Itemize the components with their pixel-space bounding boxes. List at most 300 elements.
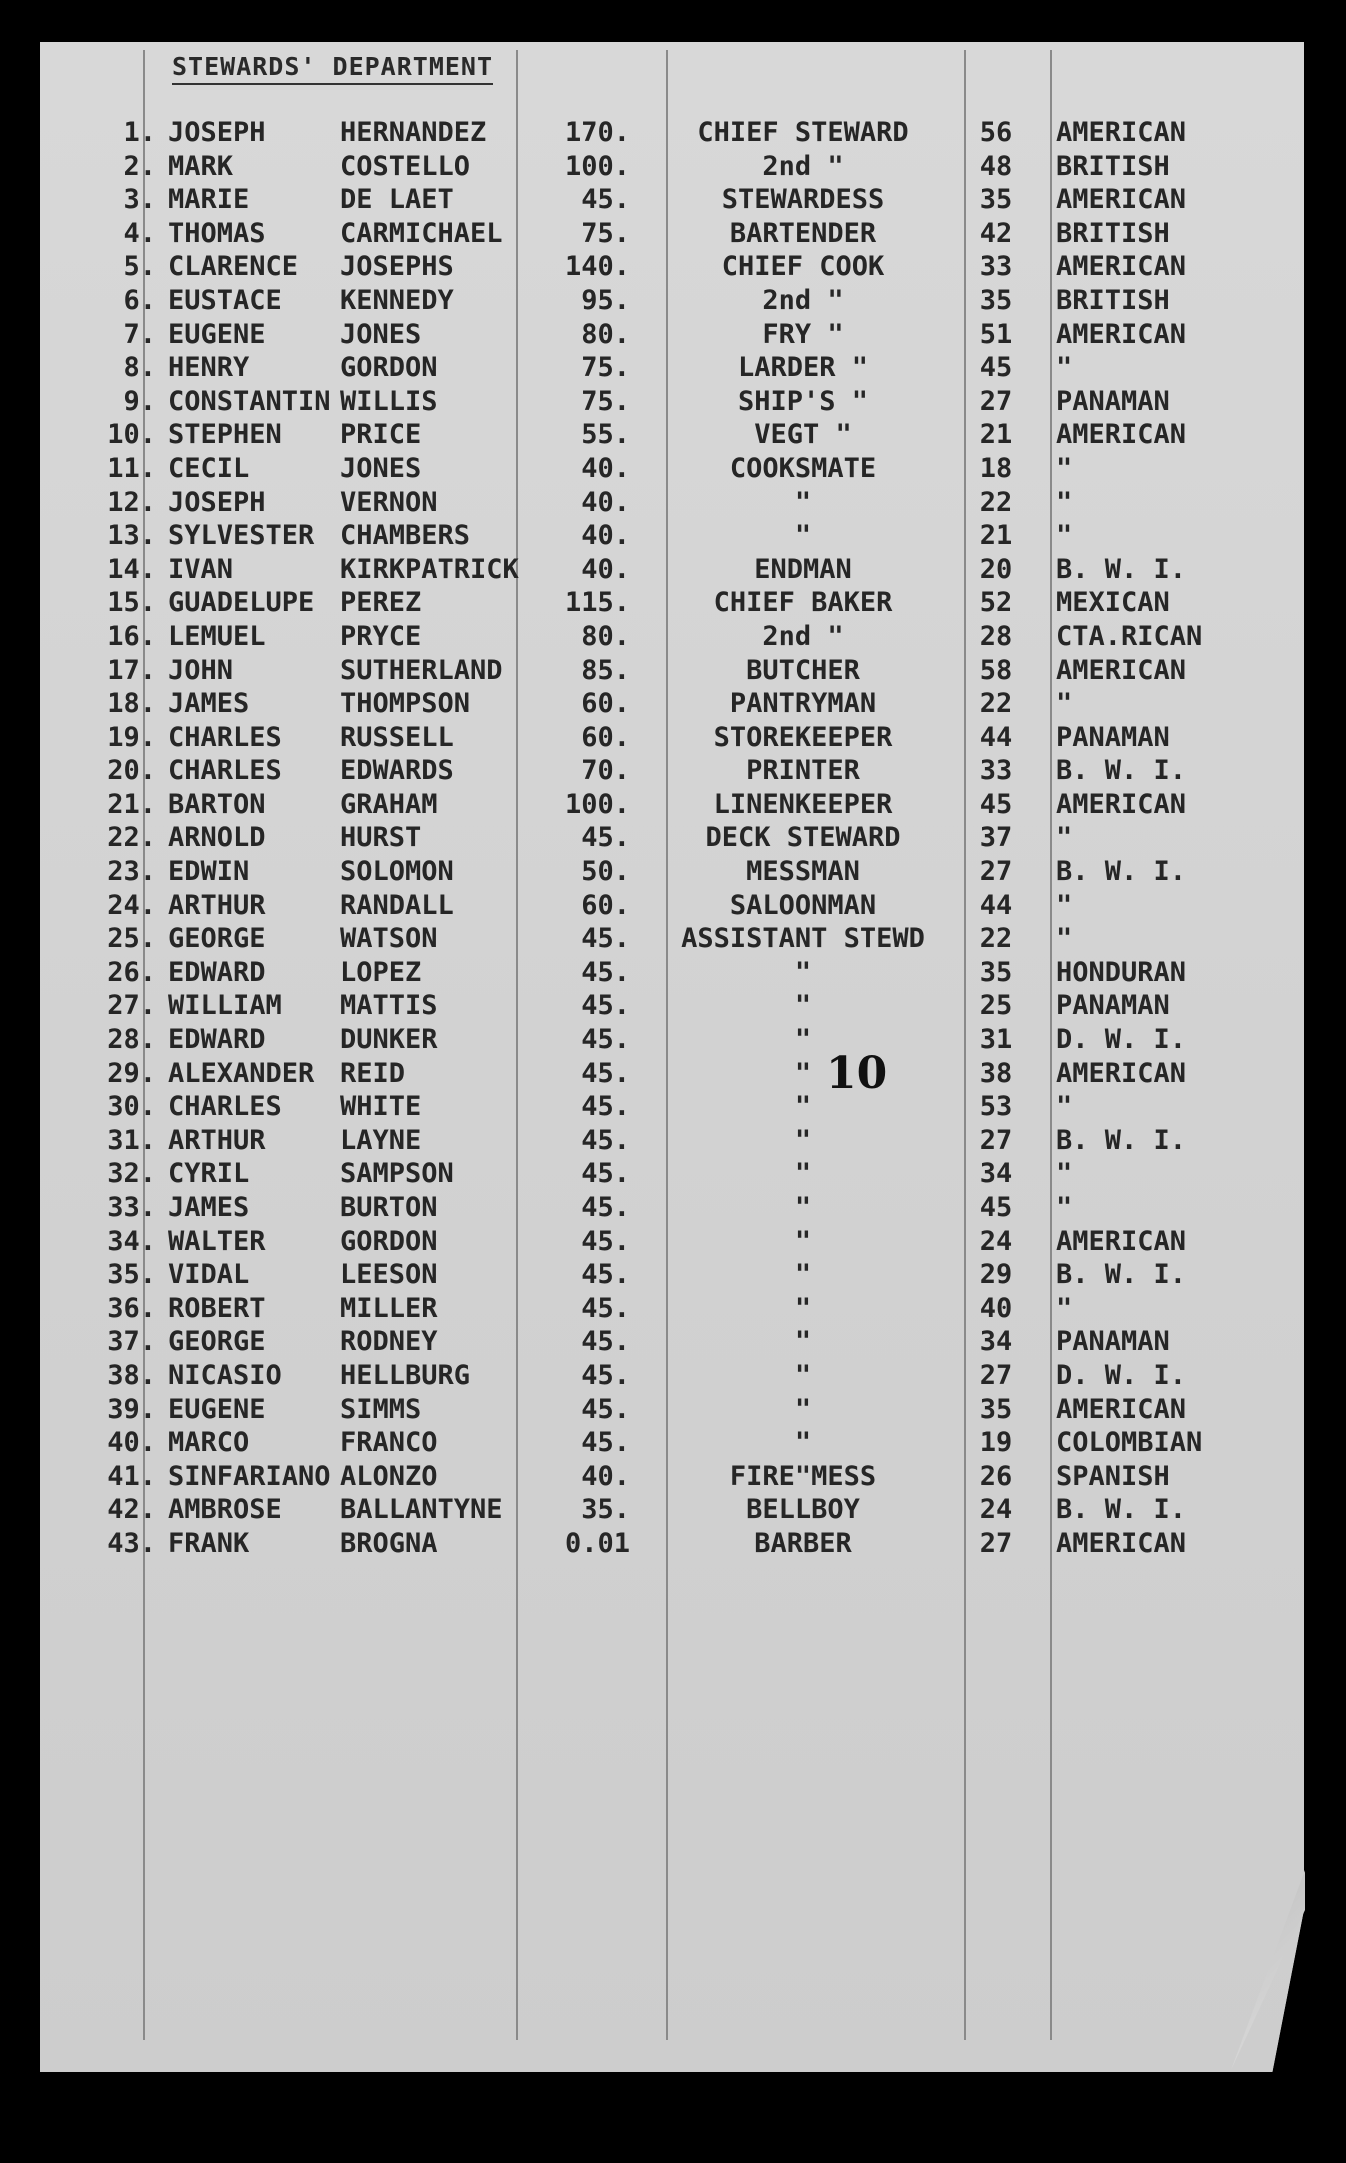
row-number: 42.: [107, 1494, 156, 1526]
first-name: SYLVESTER: [168, 520, 315, 552]
position: ENDMAN: [754, 553, 852, 585]
age: 29: [979, 1259, 1013, 1291]
first-name: ROBERT: [168, 1292, 266, 1324]
table-row: [0, 989, 1346, 1023]
age: 53: [979, 1091, 1013, 1123]
last-name: KENNEDY: [340, 284, 454, 316]
first-name: STEPHEN: [168, 419, 282, 451]
wage: 45.: [581, 1393, 630, 1425]
last-name: JONES: [340, 452, 422, 484]
wage: 80.: [581, 318, 630, 350]
first-name: MARK: [168, 150, 234, 182]
first-name: NICASIO: [168, 1359, 282, 1391]
first-name: JAMES: [168, 688, 250, 720]
position: ": [794, 1124, 812, 1156]
wage: 45.: [581, 1326, 630, 1358]
row-number: 41.: [107, 1460, 156, 1492]
first-name: CECIL: [168, 452, 250, 484]
row-number: 43.: [107, 1527, 156, 1559]
nationality: BRITISH: [1056, 284, 1170, 316]
table-row: [0, 1426, 1346, 1460]
last-name: BALLANTYNE: [340, 1494, 503, 1526]
table-row: [0, 821, 1346, 855]
age: 19: [979, 1427, 1013, 1459]
row-number: 33.: [107, 1192, 156, 1223]
age: 45: [979, 1192, 1013, 1223]
last-name: WATSON: [340, 923, 438, 955]
first-name: WALTER: [168, 1225, 266, 1257]
age: 33: [979, 755, 1013, 787]
position: STEWARDESS: [721, 184, 885, 216]
table-row: [0, 1225, 1346, 1259]
row-number: 7.: [123, 318, 156, 350]
row-number: 28.: [107, 1024, 156, 1056]
position: ": [794, 1158, 812, 1190]
position: VEGT ": [754, 419, 852, 451]
row-number: 5.: [123, 251, 156, 283]
last-name: VERNON: [340, 486, 438, 518]
nationality: AMERICAN: [1056, 251, 1187, 283]
table-row: [0, 586, 1346, 620]
position: ": [794, 1057, 812, 1089]
first-name: JOHN: [168, 654, 234, 686]
wage: 60.: [581, 688, 630, 720]
table-row: [0, 1090, 1346, 1124]
table-row: [0, 183, 1346, 217]
nationality: ": [1056, 1192, 1073, 1223]
row-number: 20.: [107, 755, 156, 787]
nationality: ": [1056, 1091, 1073, 1123]
wage: 40.: [581, 452, 630, 484]
position: PRINTER: [746, 755, 860, 787]
age: 21: [979, 520, 1013, 552]
position: ASSISTANT STEWD: [681, 923, 925, 955]
age: 22: [979, 486, 1013, 518]
table-row: [0, 855, 1346, 889]
wage: 45.: [581, 1259, 630, 1291]
first-name: CHARLES: [168, 721, 282, 753]
first-name: EUGENE: [168, 318, 266, 350]
position: COOKSMATE: [729, 452, 877, 484]
nationality: BRITISH: [1056, 150, 1170, 182]
last-name: RANDALL: [340, 889, 454, 921]
first-name: ARTHUR: [168, 889, 266, 921]
age: 24: [979, 1494, 1013, 1526]
wage: 45.: [581, 956, 630, 988]
table-row: [0, 452, 1346, 486]
age: 56: [979, 117, 1013, 148]
page-heading: STEWARDS' DEPARTMENT: [172, 52, 493, 85]
last-name: SOLOMON: [340, 856, 454, 888]
position: LARDER ": [737, 352, 869, 384]
last-name: LOPEZ: [340, 956, 422, 988]
age: 35: [979, 956, 1013, 988]
age: 26: [979, 1460, 1013, 1492]
row-number: 36.: [107, 1292, 156, 1324]
row-number: 1.: [123, 117, 156, 148]
last-name: RUSSELL: [340, 721, 454, 753]
last-name: BURTON: [340, 1192, 438, 1223]
position: 2nd ": [762, 620, 844, 652]
last-name: MILLER: [340, 1292, 438, 1324]
table-row: [0, 1157, 1346, 1191]
wage: 140.: [564, 251, 630, 283]
position: STOREKEEPER: [713, 721, 893, 753]
table-row: [0, 620, 1346, 654]
nationality: B. W. I.: [1056, 1259, 1187, 1291]
wage: 45.: [581, 1024, 630, 1056]
first-name: ARTHUR: [168, 1124, 266, 1156]
last-name: CHAMBERS: [340, 520, 471, 552]
wage: 45.: [581, 822, 630, 854]
age: 40: [979, 1292, 1013, 1324]
row-number: 15.: [107, 587, 156, 619]
position: 2nd ": [762, 150, 844, 182]
age: 44: [979, 721, 1013, 753]
age: 58: [979, 654, 1013, 686]
age: 37: [979, 822, 1013, 854]
nationality: SPANISH: [1056, 1460, 1170, 1492]
last-name: JOSEPHS: [340, 251, 454, 283]
position: ": [794, 1326, 812, 1358]
last-name: COSTELLO: [340, 150, 471, 182]
nationality: ": [1056, 520, 1073, 552]
last-name: SIMMS: [340, 1393, 422, 1425]
position: FIRE"MESS: [729, 1460, 877, 1492]
row-number: 14.: [107, 553, 156, 585]
first-name: EDWIN: [168, 856, 250, 888]
row-number: 18.: [107, 688, 156, 720]
row-number: 37.: [107, 1326, 156, 1358]
last-name: WILLIS: [340, 385, 438, 417]
first-name: EDWARD: [168, 1024, 266, 1056]
position: ": [794, 520, 812, 552]
row-number: 11.: [107, 452, 156, 484]
first-name: ARNOLD: [168, 822, 266, 854]
wage: 100.: [564, 788, 630, 820]
row-number: 10.: [107, 419, 156, 451]
nationality: PANAMAN: [1056, 1326, 1170, 1358]
first-name: LEMUEL: [168, 620, 266, 652]
table-row: [0, 217, 1346, 251]
table-row: [0, 116, 1346, 150]
nationality: BRITISH: [1056, 217, 1170, 249]
last-name: WHITE: [340, 1091, 422, 1123]
last-name: HERNANDEZ: [340, 117, 487, 148]
nationality: AMERICAN: [1056, 419, 1187, 451]
wage: 75.: [581, 385, 630, 417]
wage: 170.: [564, 117, 630, 148]
position: ": [794, 990, 812, 1022]
row-number: 21.: [107, 788, 156, 820]
row-number: 24.: [107, 889, 156, 921]
first-name: CLARENCE: [168, 251, 299, 283]
wage: 75.: [581, 352, 630, 384]
nationality: AMERICAN: [1056, 1225, 1187, 1257]
age: 34: [979, 1326, 1013, 1358]
wage: 60.: [581, 721, 630, 753]
wage: 45.: [581, 184, 630, 216]
first-name: EUSTACE: [168, 284, 282, 316]
wage: 60.: [581, 889, 630, 921]
table-row: [0, 385, 1346, 419]
nationality: PANAMAN: [1056, 385, 1170, 417]
row-number: 27.: [107, 990, 156, 1022]
last-name: HURST: [340, 822, 422, 854]
row-number: 38.: [107, 1359, 156, 1391]
table-row: [0, 754, 1346, 788]
age: 38: [979, 1057, 1013, 1089]
wage: 115.: [564, 587, 630, 619]
row-number: 17.: [107, 654, 156, 686]
row-number: 3.: [123, 184, 156, 216]
nationality: AMERICAN: [1056, 117, 1187, 148]
nationality: ": [1056, 688, 1073, 720]
age: 22: [979, 688, 1013, 720]
position: PANTRYMAN: [729, 688, 877, 720]
age: 44: [979, 889, 1013, 921]
position: SHIP'S ": [737, 385, 869, 417]
last-name: RODNEY: [340, 1326, 438, 1358]
position: ": [794, 956, 812, 988]
age: 35: [979, 1393, 1013, 1425]
wage: 45.: [581, 1427, 630, 1459]
last-name: PRYCE: [340, 620, 422, 652]
wage: 45.: [581, 1091, 630, 1123]
first-name: EUGENE: [168, 1393, 266, 1425]
row-number: 12.: [107, 486, 156, 518]
position: SALOONMAN: [729, 889, 877, 921]
position: ": [794, 1292, 812, 1324]
first-name: GEORGE: [168, 1326, 266, 1358]
table-row: [0, 889, 1346, 923]
page-number-stamp: 10: [826, 1048, 888, 1099]
age: 34: [979, 1158, 1013, 1190]
nationality: ": [1056, 923, 1073, 955]
age: 35: [979, 184, 1013, 216]
first-name: MARCO: [168, 1427, 250, 1459]
row-number: 23.: [107, 856, 156, 888]
last-name: SAMPSON: [340, 1158, 454, 1190]
last-name: MATTIS: [340, 990, 438, 1022]
nationality: HONDURAN: [1056, 956, 1187, 988]
age: 21: [979, 419, 1013, 451]
wage: 45.: [581, 1225, 630, 1257]
last-name: THOMPSON: [340, 688, 471, 720]
first-name: CHARLES: [168, 1091, 282, 1123]
last-name: CARMICHAEL: [340, 217, 503, 249]
first-name: JOSEPH: [168, 117, 266, 148]
position: ": [794, 1359, 812, 1391]
table-row: [0, 1057, 1346, 1091]
last-name: LAYNE: [340, 1124, 422, 1156]
nationality: ": [1056, 486, 1073, 518]
table-row: [0, 486, 1346, 520]
wage: 100.: [564, 150, 630, 182]
position: 2nd ": [762, 284, 844, 316]
position: LINENKEEPER: [713, 788, 893, 820]
wage: 45.: [581, 1057, 630, 1089]
age: 27: [979, 1359, 1013, 1391]
row-number: 26.: [107, 956, 156, 988]
nationality: B. W. I.: [1056, 856, 1187, 888]
table-row: [0, 1527, 1346, 1561]
position: ": [794, 1091, 812, 1123]
table-row: [0, 922, 1346, 956]
position: CHIEF BAKER: [713, 587, 893, 619]
row-number: 35.: [107, 1259, 156, 1291]
last-name: KIRKPATRICK: [340, 553, 519, 585]
position: ": [794, 1225, 812, 1257]
last-name: DUNKER: [340, 1024, 438, 1056]
table-row: [0, 250, 1346, 284]
table-row: [0, 519, 1346, 553]
position: ": [794, 1393, 812, 1425]
wage: 95.: [581, 284, 630, 316]
last-name: DE LAET: [340, 184, 454, 216]
row-number: 19.: [107, 721, 156, 753]
row-number: 34.: [107, 1225, 156, 1257]
age: 27: [979, 1124, 1013, 1156]
table-row: [0, 150, 1346, 184]
age: 45: [979, 352, 1013, 384]
nationality: AMERICAN: [1056, 1057, 1187, 1089]
crew-list: [0, 116, 1346, 1561]
wage: 45.: [581, 1158, 630, 1190]
nationality: B. W. I.: [1056, 755, 1187, 787]
wage: 80.: [581, 620, 630, 652]
wage: 85.: [581, 654, 630, 686]
first-name: FRANK: [168, 1527, 250, 1559]
age: 28: [979, 620, 1013, 652]
row-number: 40.: [107, 1427, 156, 1459]
age: 33: [979, 251, 1013, 283]
first-name: GEORGE: [168, 923, 266, 955]
table-row: [0, 1359, 1346, 1393]
position: ": [794, 1259, 812, 1291]
last-name: GORDON: [340, 1225, 438, 1257]
position: DECK STEWARD: [705, 822, 901, 854]
position: CHIEF COOK: [721, 251, 885, 283]
age: 20: [979, 553, 1013, 585]
nationality: ": [1056, 889, 1073, 921]
position: BELLBOY: [746, 1494, 860, 1526]
nationality: CTA.RICAN: [1056, 620, 1203, 652]
position: CHIEF STEWARD: [697, 117, 909, 148]
position: ": [794, 486, 812, 518]
table-row: [0, 1493, 1346, 1527]
row-number: 8.: [123, 352, 156, 384]
table-row: [0, 788, 1346, 822]
first-name: GUADELUPE: [168, 587, 315, 619]
first-name: HENRY: [168, 352, 250, 384]
nationality: PANAMAN: [1056, 721, 1170, 753]
first-name: JOSEPH: [168, 486, 266, 518]
last-name: LEESON: [340, 1259, 438, 1291]
nationality: COLOMBIAN: [1056, 1427, 1203, 1459]
row-number: 30.: [107, 1091, 156, 1123]
table-row: [0, 1124, 1346, 1158]
row-number: 39.: [107, 1393, 156, 1425]
first-name: THOMAS: [168, 217, 266, 249]
wage: 45.: [581, 990, 630, 1022]
row-number: 16.: [107, 620, 156, 652]
table-row: [0, 1191, 1346, 1225]
wage: 35.: [581, 1494, 630, 1526]
row-number: 22.: [107, 822, 156, 854]
age: 22: [979, 923, 1013, 955]
table-row: [0, 1393, 1346, 1427]
table-row: [0, 956, 1346, 990]
row-number: 29.: [107, 1057, 156, 1089]
first-name: IVAN: [168, 553, 234, 585]
age: 51: [979, 318, 1013, 350]
age: 35: [979, 284, 1013, 316]
wage: 55.: [581, 419, 630, 451]
last-name: REID: [340, 1057, 406, 1089]
table-row: [0, 721, 1346, 755]
table-row: [0, 351, 1346, 385]
table-row: [0, 687, 1346, 721]
last-name: SUTHERLAND: [340, 654, 503, 686]
table-row: [0, 1023, 1346, 1057]
age: 27: [979, 856, 1013, 888]
nationality: ": [1056, 1158, 1073, 1190]
position: BARBER: [754, 1527, 852, 1559]
table-row: [0, 418, 1346, 452]
wage: 40.: [581, 1460, 630, 1492]
wage: 45.: [581, 1359, 630, 1391]
first-name: MARIE: [168, 184, 250, 216]
nationality: AMERICAN: [1056, 1393, 1187, 1425]
table-row: [0, 1292, 1346, 1326]
position: ": [794, 1024, 812, 1056]
age: 52: [979, 587, 1013, 619]
age: 27: [979, 1527, 1013, 1559]
row-number: 9.: [123, 385, 156, 417]
row-number: 2.: [123, 150, 156, 182]
wage: 40.: [581, 520, 630, 552]
age: 42: [979, 217, 1013, 249]
table-row: [0, 654, 1346, 688]
nationality: ": [1056, 352, 1073, 384]
row-number: 6.: [123, 284, 156, 316]
table-row: [0, 1325, 1346, 1359]
first-name: CONSTANTIN: [168, 385, 331, 417]
wage: 70.: [581, 755, 630, 787]
nationality: ": [1056, 822, 1073, 854]
last-name: PRICE: [340, 419, 422, 451]
age: 31: [979, 1024, 1013, 1056]
first-name: CHARLES: [168, 755, 282, 787]
wage: 45.: [581, 923, 630, 955]
last-name: BROGNA: [340, 1527, 438, 1559]
last-name: GRAHAM: [340, 788, 438, 820]
first-name: SINFARIANO: [168, 1460, 331, 1492]
first-name: JAMES: [168, 1192, 250, 1223]
first-name: WILLIAM: [168, 990, 282, 1022]
position: BUTCHER: [746, 654, 860, 686]
row-number: 25.: [107, 923, 156, 955]
nationality: MEXICAN: [1056, 587, 1170, 619]
last-name: ALONZO: [340, 1460, 438, 1492]
nationality: PANAMAN: [1056, 990, 1170, 1022]
nationality: AMERICAN: [1056, 1527, 1187, 1559]
wage: 0.01: [564, 1527, 630, 1559]
nationality: ": [1056, 452, 1073, 484]
wage: 50.: [581, 856, 630, 888]
row-number: 13.: [107, 520, 156, 552]
